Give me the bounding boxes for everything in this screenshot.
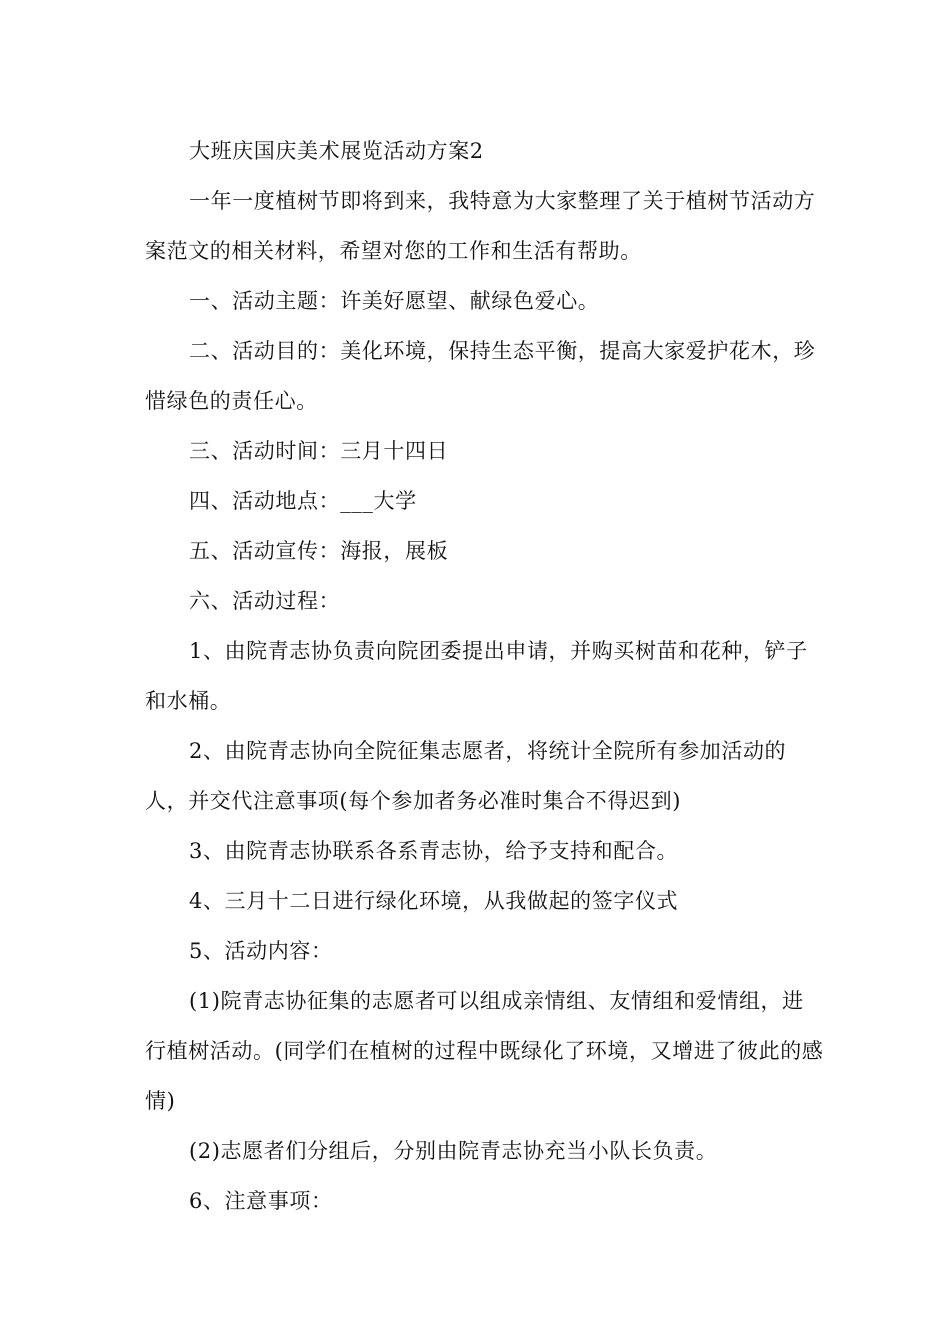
paragraph-theme: 一、活动主题：许美好愿望、献绿色爱心。 bbox=[189, 289, 600, 313]
document-title: 大班庆国庆美术展览活动方案2 bbox=[189, 139, 484, 163]
paragraph-process-heading: 六、活动过程： bbox=[189, 589, 341, 613]
paragraph-step-2: 2、由院青志协向全院征集志愿者，将统计全院所有参加活动的人，并交代注意事项(每个参加者务必准时集合不得迟到) bbox=[145, 739, 787, 813]
paragraph-notes-heading: 6、注意事项： bbox=[189, 1189, 333, 1213]
paragraph-time: 三、活动时间：三月十四日 bbox=[189, 439, 449, 463]
paragraph-publicity: 五、活动宣传：海报，展板 bbox=[189, 539, 449, 563]
paragraph-step-1: 1、由院青志协负责向院团委提出申请，并购买树苗和花种，铲子和水桶。 bbox=[145, 639, 808, 713]
paragraph-intro: 一年一度植树节即将到来，我特意为大家整理了关于植树节活动方案范文的相关材料，希望对您的工作和生活有帮助。 bbox=[145, 189, 816, 263]
paragraph-content-1: (1)院青志协征集的志愿者可以组成亲情组、友情组和爱情组，进行植树活动。(同学们在植树的过程中既绿化了环境，又增进了彼此的感情) bbox=[145, 989, 824, 1113]
paragraph-step-3: 3、由院青志协联系各系青志协，给予支持和配合。 bbox=[189, 839, 679, 863]
paragraph-step-5: 5、活动内容： bbox=[189, 939, 333, 963]
paragraph-step-4: 4、三月十二日进行绿化环境，从我做起的签字仪式 bbox=[189, 889, 679, 913]
paragraph-purpose: 二、活动目的：美化环境，保持生态平衡，提高大家爱护花木，珍惜绿色的责任心。 bbox=[145, 339, 816, 413]
paragraph-content-2: (2)志愿者们分组后，分别由院青志协充当小队长负责。 bbox=[189, 1139, 718, 1163]
paragraph-location: 四、活动地点：___大学 bbox=[189, 489, 417, 513]
document-body bbox=[145, 126, 825, 1226]
